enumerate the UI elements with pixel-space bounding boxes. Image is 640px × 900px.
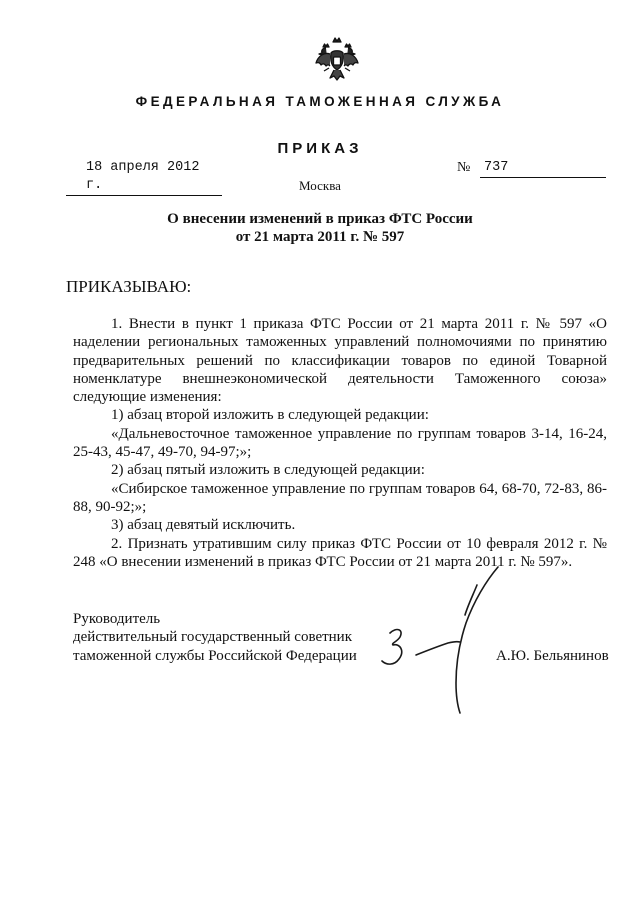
title-line: О внесении изменений в приказ ФТС России	[167, 211, 473, 227]
order-paragraph: 2. Признать утратившим силу приказ ФТС России от 10 февраля 2012 г. № 248 «О внесении изменений в приказ ФТС России от 21 марта 2011 г. № 597».	[73, 535, 607, 570]
double-headed-eagle-icon	[314, 36, 360, 86]
order-number-label: №	[457, 160, 471, 175]
order-paragraph: 3) абзац девятый исключить.	[111, 517, 296, 534]
order-paragraph: «Сибирское таможенное управление по группам товаров 64, 68-70, 72-83, 86-88, 90-92;»;	[73, 480, 607, 515]
signatory-position	[73, 610, 357, 665]
order-paragraph: 2) абзац пятый изложить в следующей редакции:	[111, 462, 425, 479]
order-title	[0, 210, 640, 246]
position-line: Руководитель	[73, 611, 161, 627]
order-number: 737	[480, 159, 606, 178]
order-body	[73, 315, 607, 571]
agency-name: ФЕДЕРАЛЬНАЯ ТАМОЖЕННАЯ СЛУЖБА	[135, 94, 505, 109]
position-line: действительный государственный советник	[73, 629, 353, 646]
order-date: 18 апреля 2012 г.	[66, 159, 222, 196]
order-word: ПРИКАЗЫВАЮ:	[66, 277, 192, 296]
order-paragraph: «Дальневосточное таможенное управление по группам товаров 3-14, 16-24, 25-43, 45-47, 49-70, 94-97;»;	[73, 425, 607, 461]
handwritten-signature	[370, 545, 500, 725]
city: Москва	[299, 178, 341, 193]
signatory-name: А.Ю. Бельянинов	[496, 648, 609, 664]
position-line: таможенной службы Российской Федерации	[73, 647, 357, 664]
order-paragraph: 1. Внести в пункт 1 приказа ФТС России от 21 марта 2011 г. № 597 «О наделении региональных таможенных управлений полномочиями по принятию предварительных решений по классификации товаров по единой Товарной номенклатуре внешнеэкономической деятельности Таможенного союза» следующие изменения:	[73, 316, 607, 406]
order-paragraph: 1) абзац второй изложить в следующей редакции:	[111, 407, 429, 424]
document-type: ПРИКАЗ	[277, 140, 363, 157]
title-line: от 21 марта 2011 г. № 597	[235, 229, 405, 245]
